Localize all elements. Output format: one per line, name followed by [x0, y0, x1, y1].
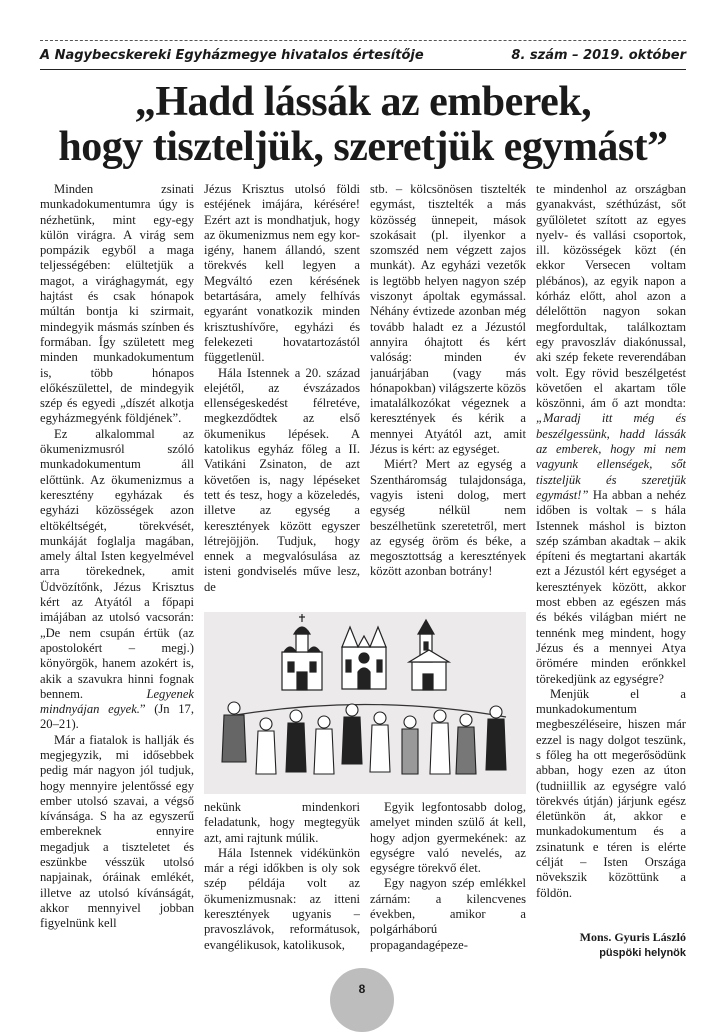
author-role: püspöki helynök	[599, 947, 686, 959]
people-group-icon	[222, 702, 506, 774]
paragraph: Hála Istennek a 20. század elejétől, az évszázados ellenségeskedést félretéve, megkezdődtek az első ökumenikus lépések. A katolikus egyház főleg a II. Vatikáni Zsinaton, de azt követően is, nagy lépéseket tett és tesz, hogy a közeledés, illetve az egység a keresztények között egyszer létrejöjjön. Tudjuk, hogy ennek a megvalósulása az isteni gondviselés műve lesz, de	[204, 365, 360, 594]
paragraph: Minden zsinati munkadokumentumra úgy is nézhetünk, mint egy-egy külön virágra. A virág sem pompázik egyből a maga teljességében: elültetjük a magot, a virághagymát, egy hajtást és csak hónapok múltán bontja ki szirmait, mindegyik másmás színben és formában. Így született meg minden munkadokumentum is, több hónapos előkészülettel, de mindegyik szép és egyedi „díszét alkotja egyházmegyénk földjének”.	[40, 182, 194, 426]
article-column-3	[370, 182, 526, 612]
paragraph: Egyik legfontosabb dolog, amelyet minden szülő át kell, hogy adjon gyermekének: az egységre való nevelés, az egységre törekvő élet.	[370, 800, 526, 876]
running-header	[40, 46, 686, 66]
author-signature	[536, 930, 686, 959]
paragraph: Ez alkalommal az ökumenizmusról szóló munkadokumentum áll előttünk. Az ökumenizmus a keresztény egyházak és egyházi közösségek azon eltökéltségét, törekvését, munkáját foglalja magában, amely által Isten kegyelmével arra törekednek, amit Üdvözítőnk, Jézus Krisztus kért az Atyától a főpapi imájában az utolsó vacsorán: „De nem csupán értük (az apostolokért – megj.) könyörgök, hanem azokért is, akik a szavukra hinni fognak bennem. Legyenek mindnyájan egyek.” (Jn 17, 20–21).	[40, 426, 194, 732]
issue-info: 8. szám – 2019. október	[511, 48, 686, 63]
paragraph: Már a fiatalok is hallják és megjegyzik, mi idősebbek pedig már nagyon jól tudjuk, hogy mennyire jelentőssé egy ember utolsó szavai, a végső kívánsága. S ha az egyszerű embereknek ennyire megadjuk a tiszteletet és eszünkbe vésszük utolsó napjainak, óráinak emlékét, illetve az utolsó kívánságát, akkor mennyivel jobban figyelnünk kell	[40, 732, 194, 931]
article-column-4	[536, 182, 686, 937]
article-headline	[30, 80, 696, 170]
protestant-church-icon	[409, 620, 449, 690]
ecumenism-illustration	[204, 612, 526, 794]
page-number: 8	[358, 982, 366, 996]
article-column-1	[40, 182, 194, 982]
page-number-circle	[330, 968, 394, 1032]
header-bottom-rule	[40, 69, 686, 70]
paragraph: Menjük el a munkadokumentum megbeszéléseire, hiszen már ezzel is nagy dolgot teszünk, s főleg ha ott megerősödünk abban, hogy ezen az úton (tudniillik az egységre való törekvés útján) járjunk egész életünkön át, akkor e munkadokumentum és a zsinatunk e téren is elérte célját – Isten Országa növekszik közöttünk a földön.	[536, 686, 686, 900]
header-top-rule	[40, 40, 686, 41]
paragraph: nekünk mindenkori feladatunk, hogy megtegyük azt, ami rajtunk múlik.	[204, 800, 360, 845]
paragraph: Hála Istennek vidékünkön már a régi időkben is oly sok szép példája volt az ökumenizmusnak: az itteni keresztények ugyanis – pravoszlávok, reformátusok, evangélikusok, katolikusok,	[204, 845, 360, 952]
paragraph: Jézus Krisztus utolsó földi estéjének imájára, kérésére! Ezért azt is mondhatjuk, hogy az ökumenizmus nem egy kor-igény, hanem állandó, szent törekvés kell legyen a Megváltó ezen kérésének betartására, amely felhívás egyaránt vonatkozik minden krisztushívőre, egyházi és felekezeti hovatartozástól függetlenül.	[204, 182, 360, 365]
emphasis-quote: Legyenek mindnyájan egyek.	[40, 686, 194, 717]
article-column-2-continued	[204, 800, 360, 985]
headline-line-2: hogy tiszteljük, szeretjük egymást”	[58, 124, 668, 170]
orthodox-church-icon	[282, 614, 322, 690]
paragraph: Egy nagyon szép emlékkel zárnám: a kilencvenes években, amikor a polgárháború propagandagépeze-	[370, 876, 526, 952]
paragraph: stb. – kölcsönösen tisztelték egymást, tisztelték a más közösség ünnepeit, mások szokásait (pl. ilyenkor a szomszéd nem végzett zajos munkát). Az egyházi vezetők is legtöbb helyen nagyon szép viszonyt ápoltak egymással. Néhány évtizede azonban még tovább haladt ez a Jézustól annyira óhajtott és kért valóság: minden év januárjában (vagy más hónapokban) világszerte közös imatalálkozókat végeznek a keresztények és kérik a mennyei Atyától azt, amit Jézus is kért: az egységet.	[370, 182, 526, 457]
paragraph: Miért? Mert az egység a Szentháromság tulajdonsága, vagyis isteni dolog, mert egység nélkül nem beszélhetünk szeretetről, mert az egység öröm és béke, a megosztottság a keresztények között azonban botrány!	[370, 457, 526, 579]
paragraph: te mindenhol az országban gyanakvást, széthúzást, sőt gyűlöletet szított az egyes nyelv- és vallási csoportok, ill. közösségek közt (én ekkor Versecen voltam plébános), az egyik napon a kórház előtt, ahol azon a délelőttön nagyon sokan megfordultak, találkoztam egy pravoszláv diakónussal, aki szép fekete reverendában volt. Egy rövid beszélgetést követően el akartam tőle köszönni, ám ő azt mondta: „Maradj itt még és beszélgessünk, hadd lássák az emberek, hogy mi nem vagyunk ellenségek, sőt tiszteljük és szeretjük egymást!” Ha abban a nehéz időben is voltak – s hála Istennek máshol is bizton szép számban akadtak – akik építeni és megtartani akarták ezt a Jézustól kért egységet a keresztények között, akkor most ebben az egészen más és békés világban miért ne tennénk meg mindent, hogy Jézus és a mennyei Atya örömére minden erőnkkel törekedjünk az egységre?	[536, 182, 686, 686]
gothic-church-icon	[342, 627, 386, 689]
article-column-2	[204, 182, 360, 612]
author-name: Mons. Gyuris László	[579, 930, 686, 944]
emphasis-quote: „Maradj itt még és beszélgessünk, hadd lássák az emberek, hogy mi nem vagyunk ellenségek, sőt tiszteljük és szeretjük egymást!”	[536, 411, 686, 502]
headline-line-1: „Hadd lássák az emberek,	[134, 79, 592, 125]
publication-title: A Nagybecskereki Egyházmegye hivatalos értesítője	[40, 48, 424, 63]
churches-and-people-drawing	[204, 612, 526, 794]
article-column-3-continued	[370, 800, 526, 985]
